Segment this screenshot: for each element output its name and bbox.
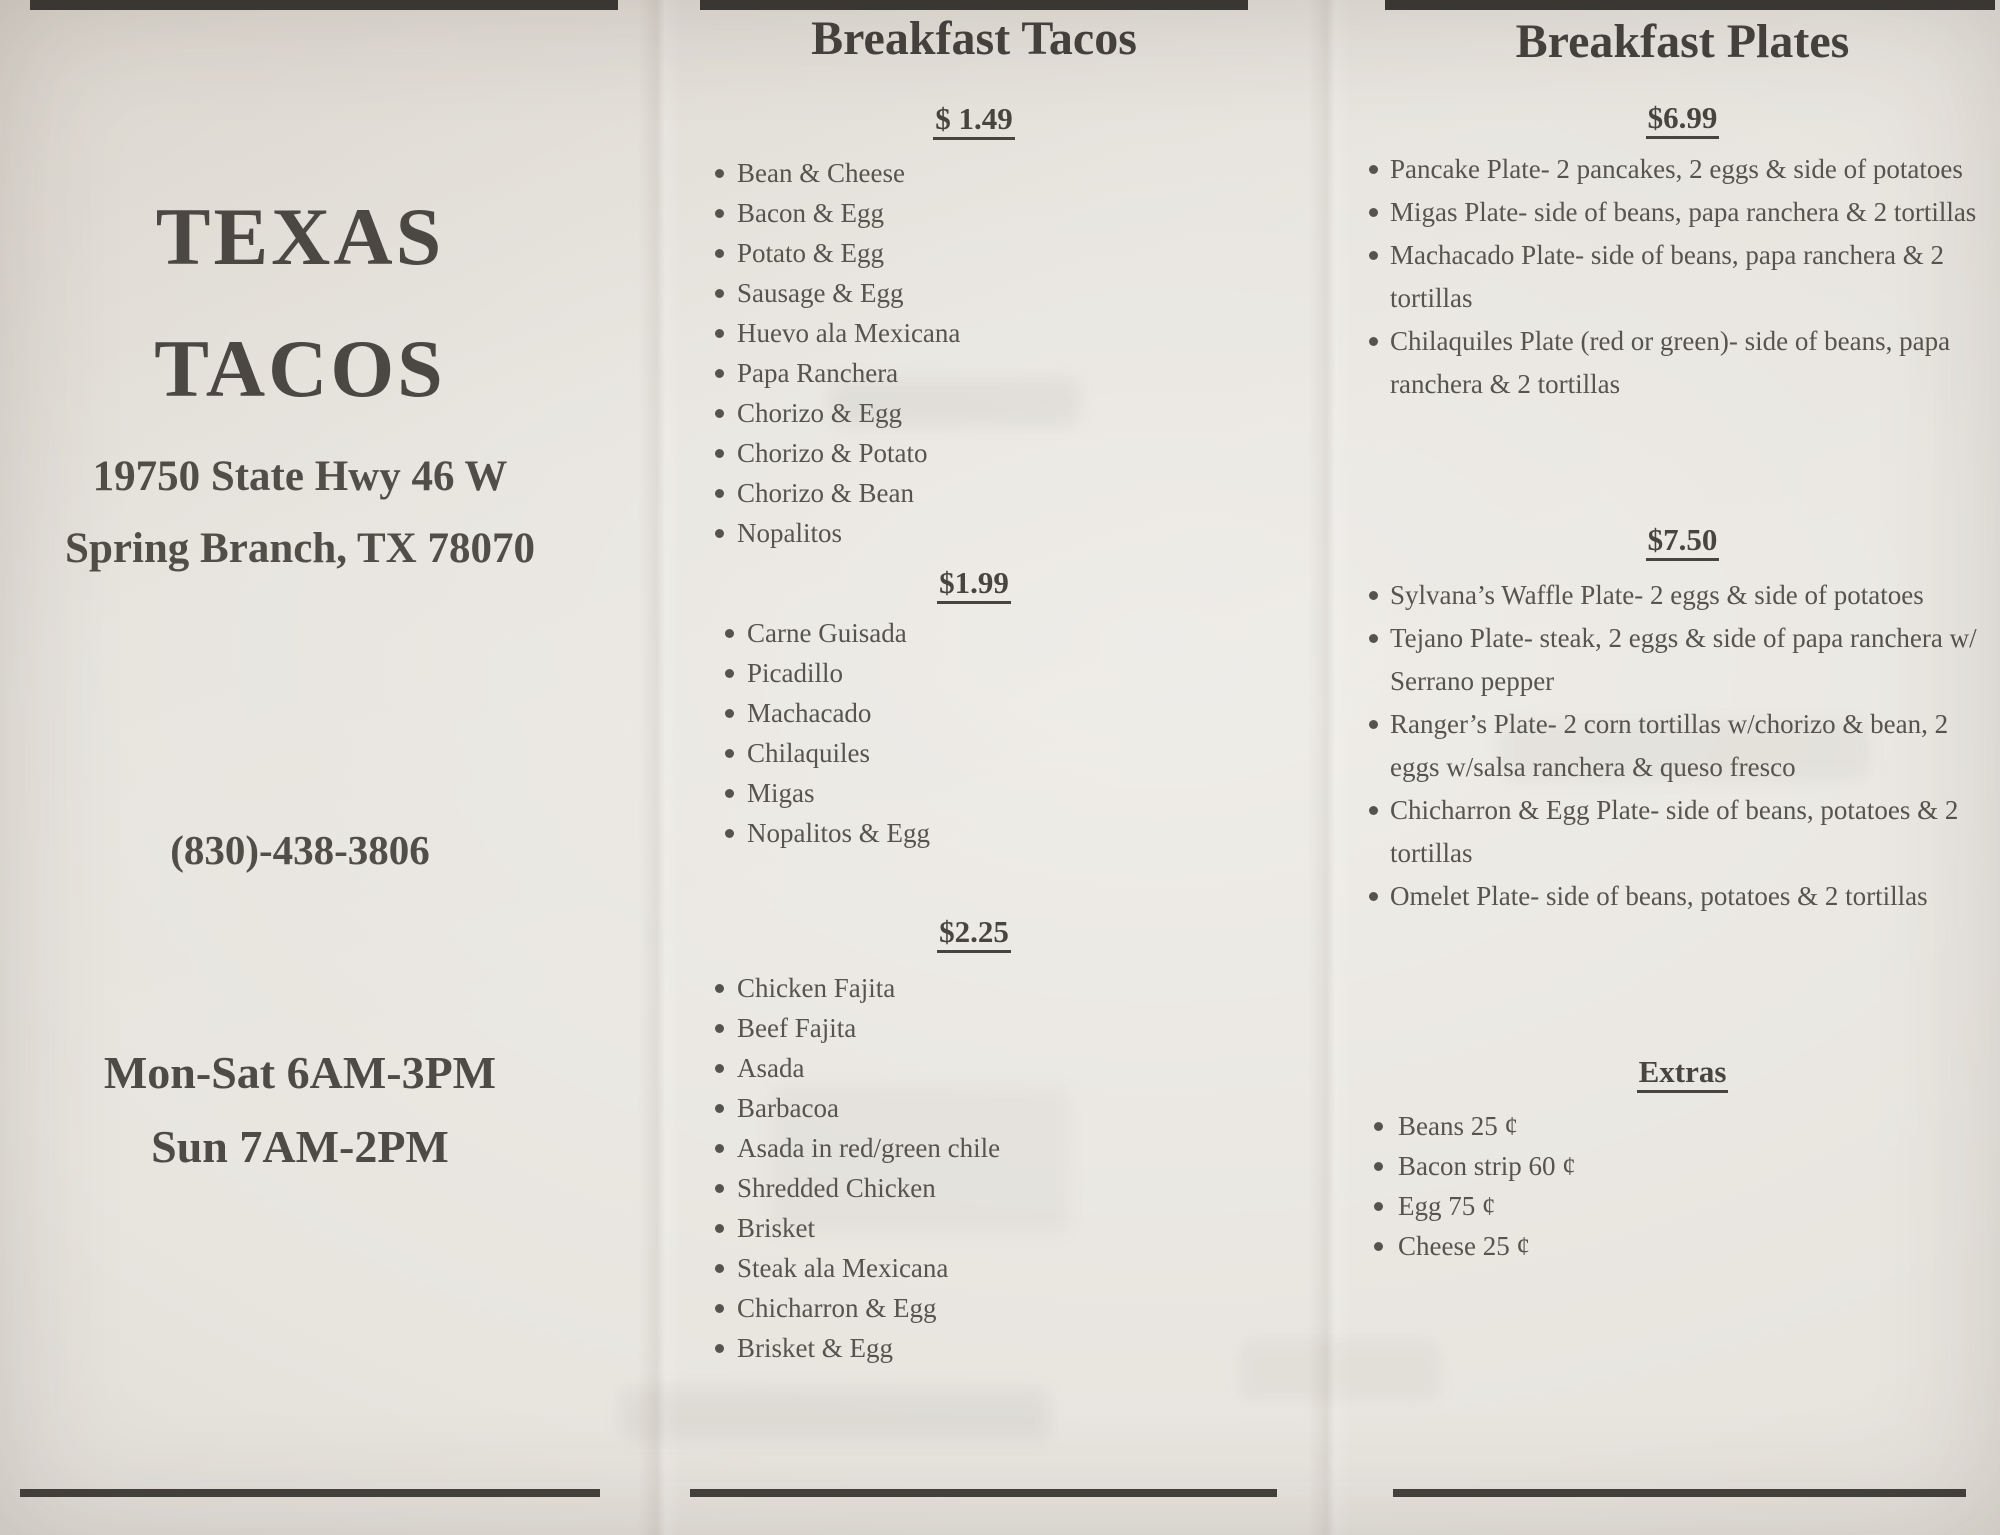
price-header-699 (1367, 102, 1998, 139)
menu-item: Barbacoa (713, 1088, 1233, 1128)
menu-item: Papa Ranchera (713, 353, 1233, 393)
price-header-750 (1367, 524, 1998, 561)
menu-item: Asada (713, 1048, 1233, 1088)
breakfast-plates-title: Breakfast Plates (1515, 15, 1850, 68)
plate-list-750 (1367, 574, 1987, 918)
menu-item: Brisket (713, 1208, 1233, 1248)
menu-item: Chicharron & Egg (713, 1288, 1233, 1328)
menu-item: Asada in red/green chile (713, 1128, 1233, 1168)
hours-line2: Sun 7AM-2PM (151, 1121, 449, 1172)
menu-item: Sausage & Egg (713, 273, 1233, 313)
menu-item: Potato & Egg (713, 233, 1233, 273)
menu-item: Picadillo (723, 653, 1243, 693)
menu-item: Machacado (723, 693, 1243, 733)
restaurant-name-line2: TACOS (154, 323, 446, 414)
hours-line1: Mon-Sat 6AM-3PM (103, 1047, 497, 1098)
menu-item: Chorizo & Egg (713, 393, 1233, 433)
extras-title (1367, 1056, 1998, 1093)
menu-item: Omelet Plate- side of beans, potatoes & 2 tortillas (1367, 875, 1987, 918)
left-panel (20, 0, 580, 1535)
breakfast-tacos-title: Breakfast Tacos (811, 12, 1137, 65)
price-text: $1.99 (937, 567, 1011, 604)
menu-item: Chorizo & Bean (713, 473, 1233, 513)
price-header-149 (700, 103, 1248, 140)
menu-item: Migas Plate- side of beans, papa ranchera & 2 tortillas (1367, 191, 1987, 234)
menu-item: Carne Guisada (723, 613, 1243, 653)
fold-crease-left (638, 0, 682, 1535)
restaurant-name-line1: TEXAS (155, 191, 445, 282)
fold-crease-right (1308, 0, 1352, 1535)
address-line2: Spring Branch, TX 78070 (65, 525, 535, 572)
menu-item: Chilaquiles Plate (red or green)- side of beans, papa ranchera & 2 tortillas (1367, 320, 1987, 406)
menu-item: Pancake Plate- 2 pancakes, 2 eggs & side of potatoes (1367, 148, 1987, 191)
price-text: $7.50 (1646, 524, 1720, 561)
price-text: $ 1.49 (933, 103, 1015, 140)
menu-item: Sylvana’s Waffle Plate- 2 eggs & side of potatoes (1367, 574, 1987, 617)
breakfast-plates-panel (1367, 0, 1998, 1535)
menu-item: Chicken Fajita (713, 968, 1233, 1008)
plate-list-699 (1367, 148, 1987, 406)
menu-item: Steak ala Mexicana (713, 1248, 1233, 1288)
price-header-225 (700, 916, 1248, 953)
taco-list-225 (713, 968, 1233, 1368)
breakfast-tacos-panel (700, 0, 1248, 1535)
menu-item: Cheese 25 ¢ (1372, 1226, 1972, 1266)
price-header-199 (700, 567, 1248, 604)
extras-title-text: Extras (1637, 1056, 1729, 1093)
menu-item: Tejano Plate- steak, 2 eggs & side of papa ranchera w/ Serrano pepper (1367, 617, 1987, 703)
price-text: $6.99 (1646, 102, 1720, 139)
price-text: $2.25 (937, 916, 1011, 953)
menu-item: Chilaquiles (723, 733, 1243, 773)
menu-item: Egg 75 ¢ (1372, 1186, 1972, 1226)
menu-item: Shredded Chicken (713, 1168, 1233, 1208)
extras-list (1372, 1106, 1972, 1266)
taco-list-199 (723, 613, 1243, 853)
taco-list-149 (713, 153, 1233, 553)
menu-item: Ranger’s Plate- 2 corn tortillas w/chorizo & bean, 2 eggs w/salsa ranchera & queso fresco (1367, 703, 1987, 789)
menu-item: Bean & Cheese (713, 153, 1233, 193)
menu-item: Beans 25 ¢ (1372, 1106, 1972, 1146)
menu-item: Migas (723, 773, 1243, 813)
menu-item: Brisket & Egg (713, 1328, 1233, 1368)
menu-item: Huevo ala Mexicana (713, 313, 1233, 353)
menu-item: Bacon & Egg (713, 193, 1233, 233)
menu-item: Nopalitos (713, 513, 1233, 553)
menu-item: Nopalitos & Egg (723, 813, 1243, 853)
menu-item: Beef Fajita (713, 1008, 1233, 1048)
menu-item: Chorizo & Potato (713, 433, 1233, 473)
menu-item: Bacon strip 60 ¢ (1372, 1146, 1972, 1186)
phone-number: (830)-438-3806 (170, 827, 430, 873)
menu-item: Chicharron & Egg Plate- side of beans, potatoes & 2 tortillas (1367, 789, 1987, 875)
menu-item: Machacado Plate- side of beans, papa ranchera & 2 tortillas (1367, 234, 1987, 320)
address-line1: 19750 State Hwy 46 W (92, 453, 508, 500)
